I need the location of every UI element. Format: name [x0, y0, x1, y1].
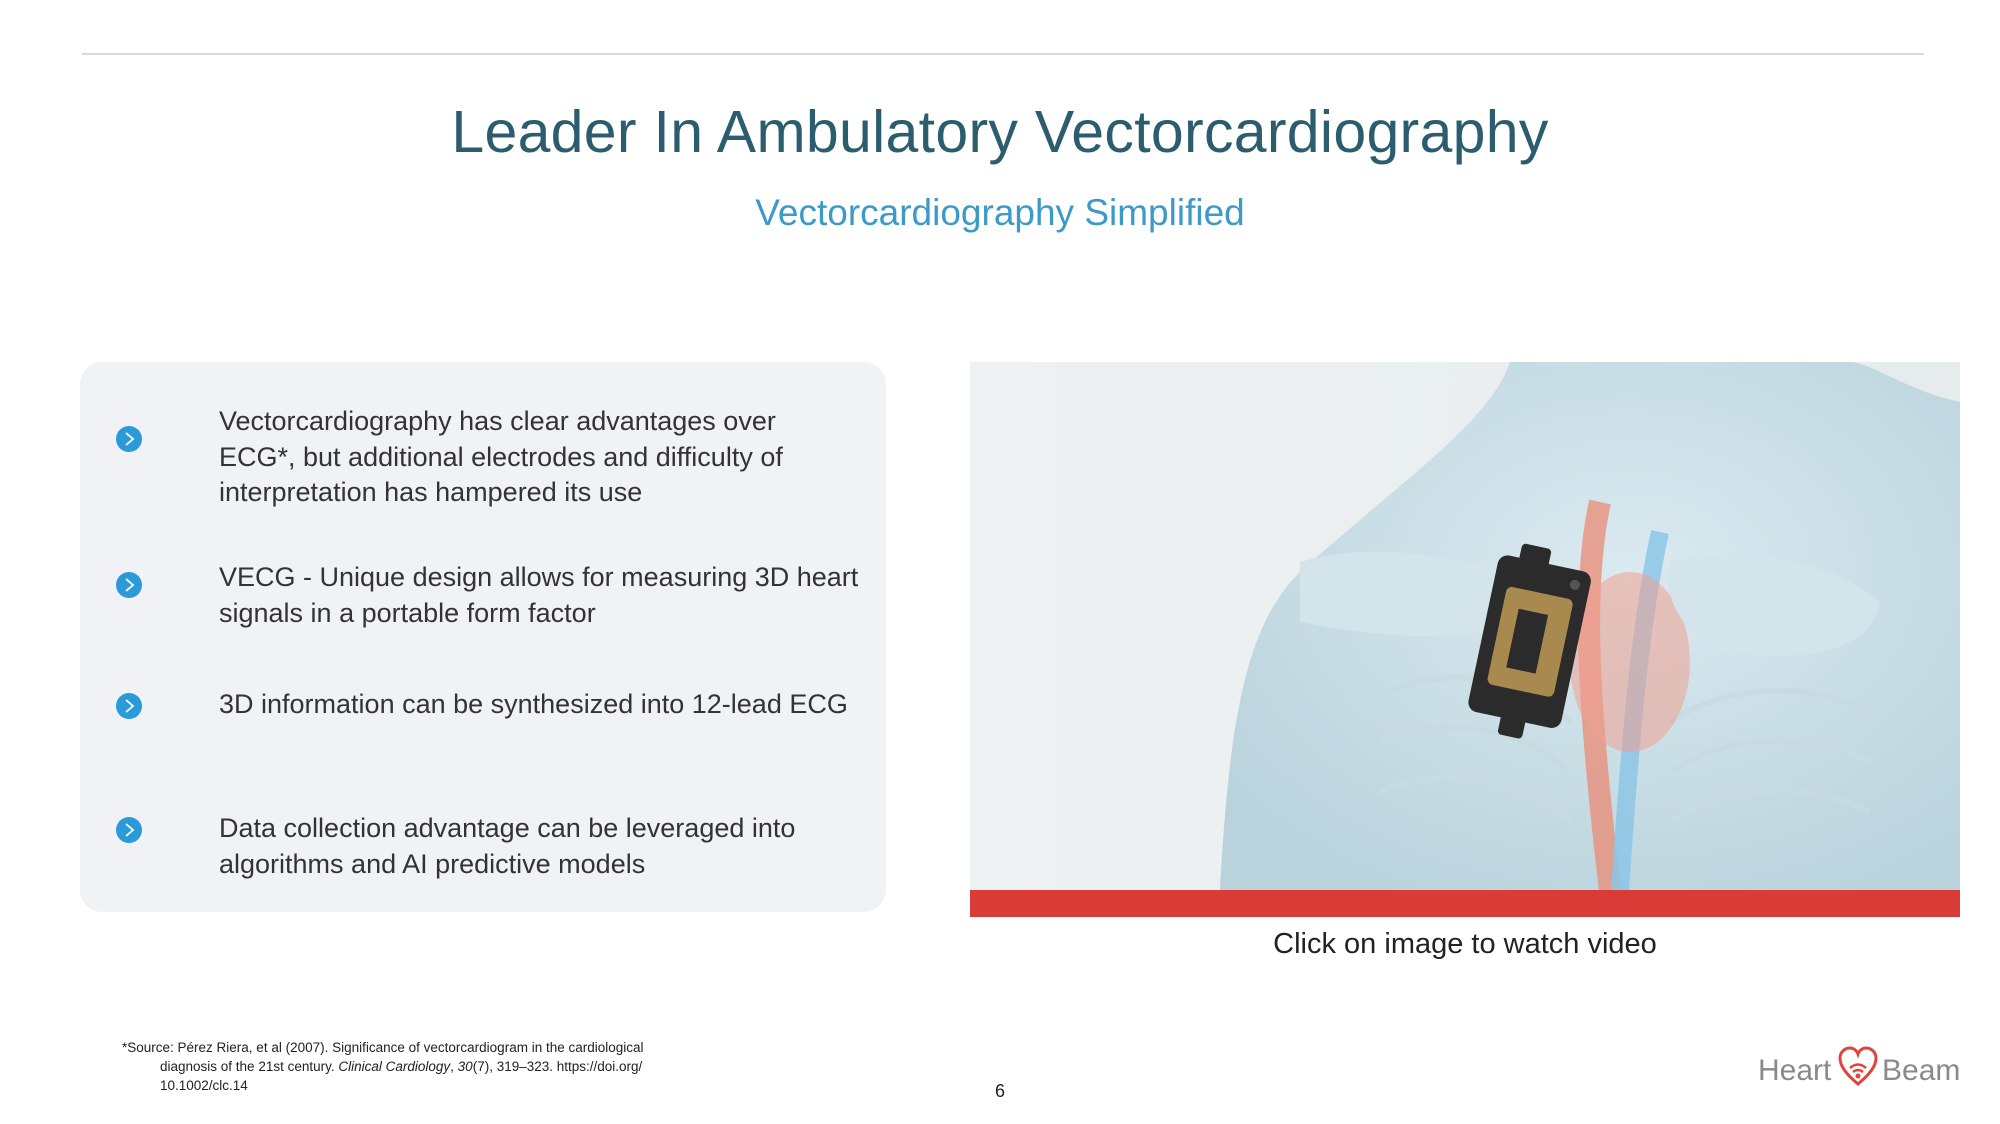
- journal-name: Clinical Cardiology: [338, 1059, 451, 1074]
- journal-volume: 30: [457, 1059, 473, 1074]
- heart-wifi-icon: [1838, 1046, 1878, 1095]
- bullet-text: Data collection advantage can be leveraged into algorithms and AI predictive models: [219, 813, 796, 879]
- logo-word: Beam: [1882, 1054, 1961, 1087]
- torso-device-illustration: [970, 362, 1960, 890]
- bullet-text: VECG - Unique design allows for measuring 3D heart signals in a portable form factor: [219, 562, 859, 628]
- video-thumbnail[interactable]: [970, 362, 1960, 917]
- footnote-line: *Source: Pérez Riera, et al (2007). Significance of vectorcardiogram in the cardiological: [122, 1040, 644, 1055]
- slide-title: Leader In Ambulatory Vectorcardiography: [451, 99, 1549, 165]
- slide-subtitle: Vectorcardiography Simplified: [755, 192, 1245, 233]
- bullet-text: Vectorcardiography has clear advantages over ECG*, but additional electrodes and difficulty of interpretation has hampered its use: [219, 406, 783, 507]
- video-progress-bar[interactable]: [970, 890, 1960, 917]
- source-footnote: [122, 1038, 742, 1095]
- logo-word: Heart: [1758, 1054, 1832, 1087]
- video-caption: Click on image to watch video: [1273, 928, 1657, 960]
- page-number: 6: [995, 1081, 1006, 1101]
- bullet-text: 3D information can be synthesized into 12-lead ECG: [219, 689, 848, 719]
- footnote-doi: 10.1002/clc.14: [160, 1078, 248, 1093]
- footnote-line: diagnosis of the 21st century. Clinical Cardiology, 30(7), 319–323. https://doi.org/: [160, 1059, 643, 1074]
- top-divider: [82, 53, 1924, 55]
- heartbeam-logo: [1758, 1046, 1961, 1090]
